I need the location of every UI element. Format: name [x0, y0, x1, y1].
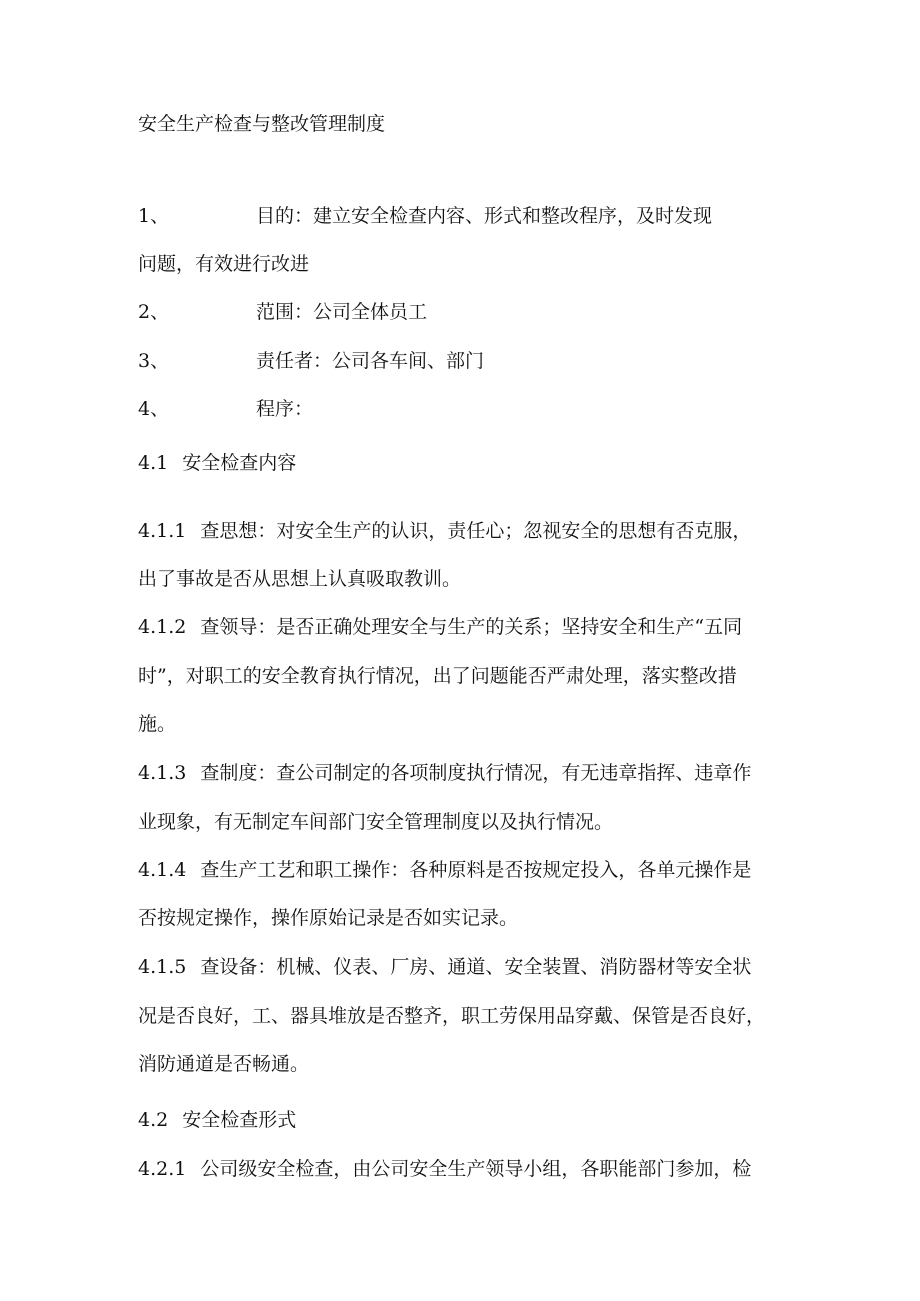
item-number: 4.1.3: [138, 762, 187, 784]
item-text: 消防通道是否畅通。: [138, 1053, 310, 1075]
item-4-1-4-line-1: [138, 858, 751, 882]
item-4-1-5-line-1: [138, 955, 751, 979]
item-text: 查生产工艺和职工操作：各种原料是否按规定投入，各单元操作是: [200, 859, 752, 881]
item-number: 4.1.5: [138, 956, 187, 978]
item-text: 时”，对职工的安全教育执行情况，出了问题能否严肃处理，落实整改措: [138, 665, 737, 687]
section-number: 1、: [138, 205, 170, 227]
section-number: 3、: [138, 350, 170, 372]
item-text: 查设备：机械、仪表、厂房、通道、安全装置、消防器材等安全状: [200, 956, 752, 978]
section-text: 责任者：公司各车间、部门: [256, 350, 485, 372]
section-1: [138, 204, 712, 228]
item-text: 业现象，有无制定车间部门安全管理制度以及执行情况。: [138, 811, 614, 833]
item-4-1-2-line-2: [138, 664, 737, 688]
section-number: 4、: [138, 398, 170, 420]
section-4: [138, 397, 313, 421]
item-text: 况是否良好，工、器具堆放是否整齐，职工劳保用品穿戴、保管是否良好，: [138, 1005, 766, 1027]
item-4-1-4-line-2: [138, 906, 518, 930]
section-text: 范围：公司全体员工: [256, 301, 428, 323]
section-text: 程序：: [256, 398, 314, 420]
item-4-1-3-line-1: [138, 761, 751, 785]
item-text: 出了事故是否从思想上认真吸取教训。: [138, 568, 462, 590]
section-number: 2、: [138, 301, 170, 323]
item-4-2-1-line-1: [138, 1157, 751, 1181]
section-3: [138, 349, 484, 373]
item-4-1-2-line-1: [138, 615, 742, 639]
subsection-4-1-heading: [138, 451, 296, 475]
section-text: 问题，有效进行改进: [138, 253, 310, 275]
subsection-number: 4.1: [138, 452, 169, 474]
subsection-title: 安全检查内容: [182, 452, 297, 474]
item-text: 查制度：查公司制定的各项制度执行情况，有无违章指挥、违章作: [200, 762, 752, 784]
item-4-1-1-line-1: [138, 519, 751, 543]
section-text: 目的：建立安全检查内容、形式和整改程序，及时发现: [256, 205, 713, 227]
item-number: 4.2.1: [138, 1158, 187, 1180]
item-4-1-3-line-2: [138, 810, 613, 834]
item-4-1-2-line-3: [138, 712, 176, 736]
item-number: 4.1.2: [138, 616, 187, 638]
item-number: 4.1.4: [138, 859, 187, 881]
section-1-continuation: [138, 252, 309, 276]
item-number: 4.1.1: [138, 520, 187, 542]
section-2: [138, 300, 427, 324]
item-text: 查思想：对安全生产的认识，责任心；忽视安全的思想有否克服，: [200, 520, 752, 542]
item-4-1-1-line-2: [138, 567, 461, 591]
item-text: 否按规定操作，操作原始记录是否如实记录。: [138, 907, 519, 929]
item-text: 施。: [138, 713, 177, 735]
document-title: 安全生产检查与整改管理制度: [138, 113, 386, 135]
item-4-1-5-line-3: [138, 1052, 309, 1076]
subsection-4-2-heading: [138, 1108, 296, 1132]
item-text: 查领导：是否正确处理安全与生产的关系；坚持安全和生产“五同: [200, 616, 743, 638]
item-text: 公司级安全检查，由公司安全生产领导小组，各职能部门参加，检: [200, 1158, 752, 1180]
subsection-title: 安全检查形式: [182, 1109, 297, 1131]
item-4-1-5-line-2: [138, 1004, 765, 1028]
subsection-number: 4.2: [138, 1109, 169, 1131]
